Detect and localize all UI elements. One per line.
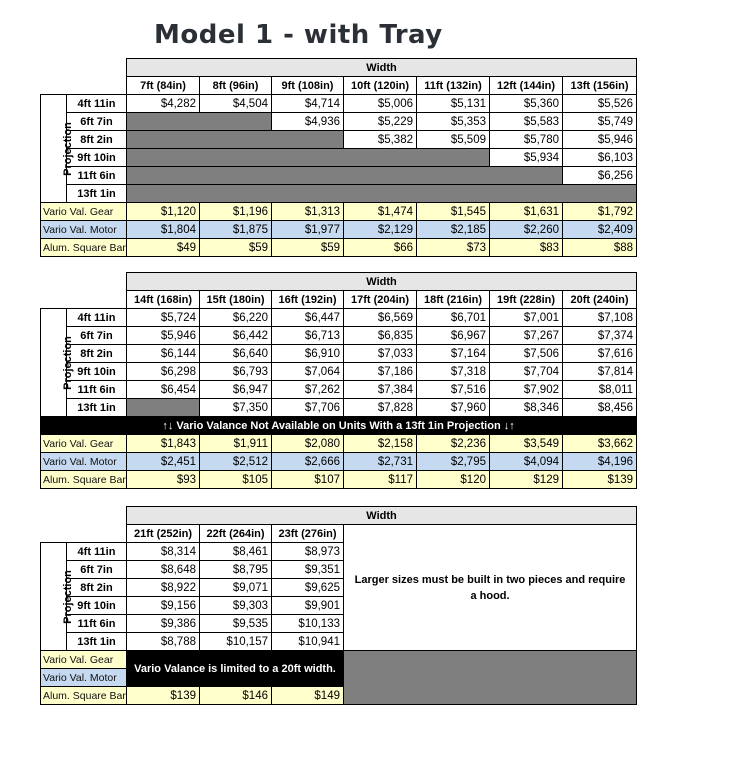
price-cell: $7,186	[344, 363, 417, 381]
price-cell: $9,625	[272, 579, 344, 597]
table-row	[41, 95, 637, 113]
accessory-label: Vario Val. Motor	[41, 453, 127, 471]
row-label: 8ft 2in	[67, 579, 127, 597]
price-cell: $1,631	[490, 203, 563, 221]
price-cell: $2,236	[417, 435, 490, 453]
price-cell: $59	[272, 239, 344, 257]
price-cell: $2,731	[344, 453, 417, 471]
price-cell: $49	[127, 239, 200, 257]
price-cell: $6,298	[127, 363, 200, 381]
table-row	[41, 381, 637, 399]
price-table-7-13ft	[40, 58, 637, 257]
column-header: 14ft (168in)	[127, 291, 200, 309]
price-cell: $1,843	[127, 435, 200, 453]
row-label: 9ft 10in	[67, 363, 127, 381]
table-row	[41, 363, 637, 381]
price-cell: $5,353	[417, 113, 490, 131]
price-cell: $5,526	[563, 95, 637, 113]
column-header: 17ft (204in)	[344, 291, 417, 309]
column-header: 9ft (108in)	[272, 77, 344, 95]
price-table-14-20ft	[40, 272, 637, 489]
row-label: 13ft 1in	[67, 399, 127, 417]
row-label: 6ft 7in	[67, 327, 127, 345]
row-label: 4ft 11in	[67, 543, 127, 561]
column-header: 13ft (156in)	[563, 77, 637, 95]
price-cell: $5,360	[490, 95, 563, 113]
price-cell: $7,902	[490, 381, 563, 399]
price-cell: $83	[490, 239, 563, 257]
price-cell: $7,704	[490, 363, 563, 381]
price-cell: $6,835	[344, 327, 417, 345]
price-cell: $7,001	[490, 309, 563, 327]
price-cell: $8,346	[490, 399, 563, 417]
bar-row	[41, 471, 637, 489]
accessory-label: Vario Val. Motor	[41, 669, 127, 687]
price-cell: $1,474	[344, 203, 417, 221]
price-cell: $5,946	[127, 327, 200, 345]
projection-label: Projection	[41, 543, 67, 651]
price-cell: $7,108	[563, 309, 637, 327]
price-cell: $6,793	[200, 363, 272, 381]
row-label: 8ft 2in	[67, 345, 127, 363]
unavailable-cell	[127, 131, 344, 149]
price-cell: $2,080	[272, 435, 344, 453]
price-cell: $1,313	[272, 203, 344, 221]
column-header: 19ft (228in)	[490, 291, 563, 309]
price-cell: $1,804	[127, 221, 200, 239]
price-cell: $1,911	[200, 435, 272, 453]
price-cell: $105	[200, 471, 272, 489]
price-cell: $9,351	[272, 561, 344, 579]
accessory-label: Vario Val. Gear	[41, 203, 127, 221]
column-header: 21ft (252in)	[127, 525, 200, 543]
price-cell: $7,506	[490, 345, 563, 363]
price-cell: $4,714	[272, 95, 344, 113]
price-cell: $8,456	[563, 399, 637, 417]
gear-row	[41, 435, 637, 453]
row-label: 8ft 2in	[67, 131, 127, 149]
price-cell: $129	[490, 471, 563, 489]
price-cell: $2,512	[200, 453, 272, 471]
table-row	[41, 309, 637, 327]
price-cell: $7,516	[417, 381, 490, 399]
accessory-label: Alum. Square Bar	[41, 687, 127, 705]
price-cell: $7,814	[563, 363, 637, 381]
price-cell: $5,934	[490, 149, 563, 167]
price-cell: $3,662	[563, 435, 637, 453]
price-cell: $6,447	[272, 309, 344, 327]
price-cell: $10,133	[272, 615, 344, 633]
price-cell: $2,185	[417, 221, 490, 239]
column-header: 22ft (264in)	[200, 525, 272, 543]
price-cell: $1,120	[127, 203, 200, 221]
price-cell: $8,788	[127, 633, 200, 651]
page-title: Model 1 - with Tray	[154, 20, 443, 50]
table-row	[41, 185, 637, 203]
price-cell: $6,442	[200, 327, 272, 345]
price-cell: $6,454	[127, 381, 200, 399]
column-header: 12ft (144in)	[490, 77, 563, 95]
price-cell: $8,922	[127, 579, 200, 597]
row-label: 6ft 7in	[67, 561, 127, 579]
price-cell: $6,701	[417, 309, 490, 327]
price-cell: $2,666	[272, 453, 344, 471]
valance-notice-bar: ↑↓ Vario Valance Not Available on Units With a 13ft 1in Projection ↓↑	[41, 417, 637, 435]
column-header: 23ft (276in)	[272, 525, 344, 543]
accessory-label: Alum. Square Bar	[41, 471, 127, 489]
price-cell: $8,795	[200, 561, 272, 579]
price-cell: $8,973	[272, 543, 344, 561]
price-cell: $9,901	[272, 597, 344, 615]
price-cell: $2,260	[490, 221, 563, 239]
price-cell: $7,318	[417, 363, 490, 381]
price-cell: $8,011	[563, 381, 637, 399]
column-header: 15ft (180in)	[200, 291, 272, 309]
table-row	[41, 327, 637, 345]
gear-row	[41, 651, 637, 669]
price-cell: $6,569	[344, 309, 417, 327]
price-cell: $5,749	[563, 113, 637, 131]
motor-row	[41, 221, 637, 239]
row-label: 4ft 11in	[67, 95, 127, 113]
unavailable-cell	[127, 113, 272, 131]
large-size-note: Larger sizes must be built in two pieces and require a hood.	[344, 525, 637, 651]
price-cell: $5,509	[417, 131, 490, 149]
price-cell: $93	[127, 471, 200, 489]
price-cell: $7,374	[563, 327, 637, 345]
price-cell: $7,033	[344, 345, 417, 363]
valance-limit-note: Vario Valance is limited to a 20ft width.	[127, 651, 344, 687]
column-header: 16ft (192in)	[272, 291, 344, 309]
accessory-label: Vario Val. Gear	[41, 651, 127, 669]
price-cell: $4,282	[127, 95, 200, 113]
row-label: 6ft 7in	[67, 113, 127, 131]
price-cell: $7,064	[272, 363, 344, 381]
price-cell: $6,640	[200, 345, 272, 363]
row-label: 11ft 6in	[67, 167, 127, 185]
width-header: Width	[127, 59, 637, 77]
row-label: 11ft 6in	[67, 615, 127, 633]
price-cell: $1,545	[417, 203, 490, 221]
price-cell: $1,196	[200, 203, 272, 221]
price-cell: $7,960	[417, 399, 490, 417]
price-cell: $1,875	[200, 221, 272, 239]
price-cell: $5,946	[563, 131, 637, 149]
price-cell: $5,229	[344, 113, 417, 131]
column-header: 8ft (96in)	[200, 77, 272, 95]
price-cell: $7,616	[563, 345, 637, 363]
price-cell: $2,409	[563, 221, 637, 239]
price-cell: $5,382	[344, 131, 417, 149]
table-row	[41, 399, 637, 417]
price-cell: $2,129	[344, 221, 417, 239]
price-cell: $139	[127, 687, 200, 705]
width-header: Width	[127, 507, 637, 525]
projection-label: Projection	[41, 95, 67, 203]
price-cell: $5,724	[127, 309, 200, 327]
price-cell: $2,795	[417, 453, 490, 471]
price-cell: $10,941	[272, 633, 344, 651]
price-cell: $5,583	[490, 113, 563, 131]
price-cell: $1,977	[272, 221, 344, 239]
price-cell: $7,262	[272, 381, 344, 399]
price-cell: $6,967	[417, 327, 490, 345]
row-label: 9ft 10in	[67, 149, 127, 167]
column-header: 18ft (216in)	[417, 291, 490, 309]
price-cell: $6,144	[127, 345, 200, 363]
price-cell: $6,947	[200, 381, 272, 399]
price-cell: $7,267	[490, 327, 563, 345]
column-header: 10ft (120in)	[344, 77, 417, 95]
price-cell: $139	[563, 471, 637, 489]
motor-row	[41, 453, 637, 471]
price-cell: $8,648	[127, 561, 200, 579]
price-cell: $4,196	[563, 453, 637, 471]
row-label: 13ft 1in	[67, 633, 127, 651]
price-cell: $9,156	[127, 597, 200, 615]
column-header: 7ft (84in)	[127, 77, 200, 95]
price-cell: $107	[272, 471, 344, 489]
price-cell: $9,386	[127, 615, 200, 633]
price-cell: $6,910	[272, 345, 344, 363]
price-cell: $59	[200, 239, 272, 257]
price-cell: $1,792	[563, 203, 637, 221]
price-cell: $9,535	[200, 615, 272, 633]
row-label: 13ft 1in	[67, 185, 127, 203]
price-cell: $146	[200, 687, 272, 705]
price-cell: $7,384	[344, 381, 417, 399]
price-cell: $149	[272, 687, 344, 705]
unavailable-cell	[127, 149, 490, 167]
price-cell: $7,350	[200, 399, 272, 417]
price-cell: $2,451	[127, 453, 200, 471]
unavailable-cell	[127, 167, 563, 185]
price-cell: $6,256	[563, 167, 637, 185]
price-cell: $7,706	[272, 399, 344, 417]
gear-row	[41, 203, 637, 221]
accessory-label: Vario Val. Gear	[41, 435, 127, 453]
price-cell: $4,936	[272, 113, 344, 131]
row-label: 4ft 11in	[67, 309, 127, 327]
unavailable-cell	[127, 399, 200, 417]
price-cell: $2,158	[344, 435, 417, 453]
price-cell: $6,713	[272, 327, 344, 345]
price-cell: $66	[344, 239, 417, 257]
price-cell: $6,103	[563, 149, 637, 167]
price-cell: $8,461	[200, 543, 272, 561]
accessory-label: Vario Val. Motor	[41, 221, 127, 239]
table-row	[41, 131, 637, 149]
table-row	[41, 149, 637, 167]
price-cell: $8,314	[127, 543, 200, 561]
projection-label: Projection	[41, 309, 67, 417]
unavailable-cell	[127, 185, 637, 203]
price-cell: $73	[417, 239, 490, 257]
row-label: 9ft 10in	[67, 597, 127, 615]
unavailable-cell	[344, 651, 637, 705]
price-cell: $3,549	[490, 435, 563, 453]
accessory-label: Alum. Square Bar	[41, 239, 127, 257]
price-cell: $88	[563, 239, 637, 257]
price-cell: $7,164	[417, 345, 490, 363]
price-cell: $117	[344, 471, 417, 489]
price-cell: $5,780	[490, 131, 563, 149]
column-header: 20ft (240in)	[563, 291, 637, 309]
price-cell: $9,071	[200, 579, 272, 597]
width-header: Width	[127, 273, 637, 291]
price-table-21-23ft	[40, 506, 637, 705]
price-cell: $4,504	[200, 95, 272, 113]
price-cell: $5,131	[417, 95, 490, 113]
column-header: 11ft (132in)	[417, 77, 490, 95]
price-cell: $4,094	[490, 453, 563, 471]
price-cell: $10,157	[200, 633, 272, 651]
bar-row	[41, 239, 637, 257]
table-row	[41, 113, 637, 131]
price-cell: $120	[417, 471, 490, 489]
price-cell: $7,828	[344, 399, 417, 417]
price-cell: $9,303	[200, 597, 272, 615]
table-row	[41, 345, 637, 363]
row-label: 11ft 6in	[67, 381, 127, 399]
price-cell: $5,006	[344, 95, 417, 113]
table-row	[41, 167, 637, 185]
price-cell: $6,220	[200, 309, 272, 327]
